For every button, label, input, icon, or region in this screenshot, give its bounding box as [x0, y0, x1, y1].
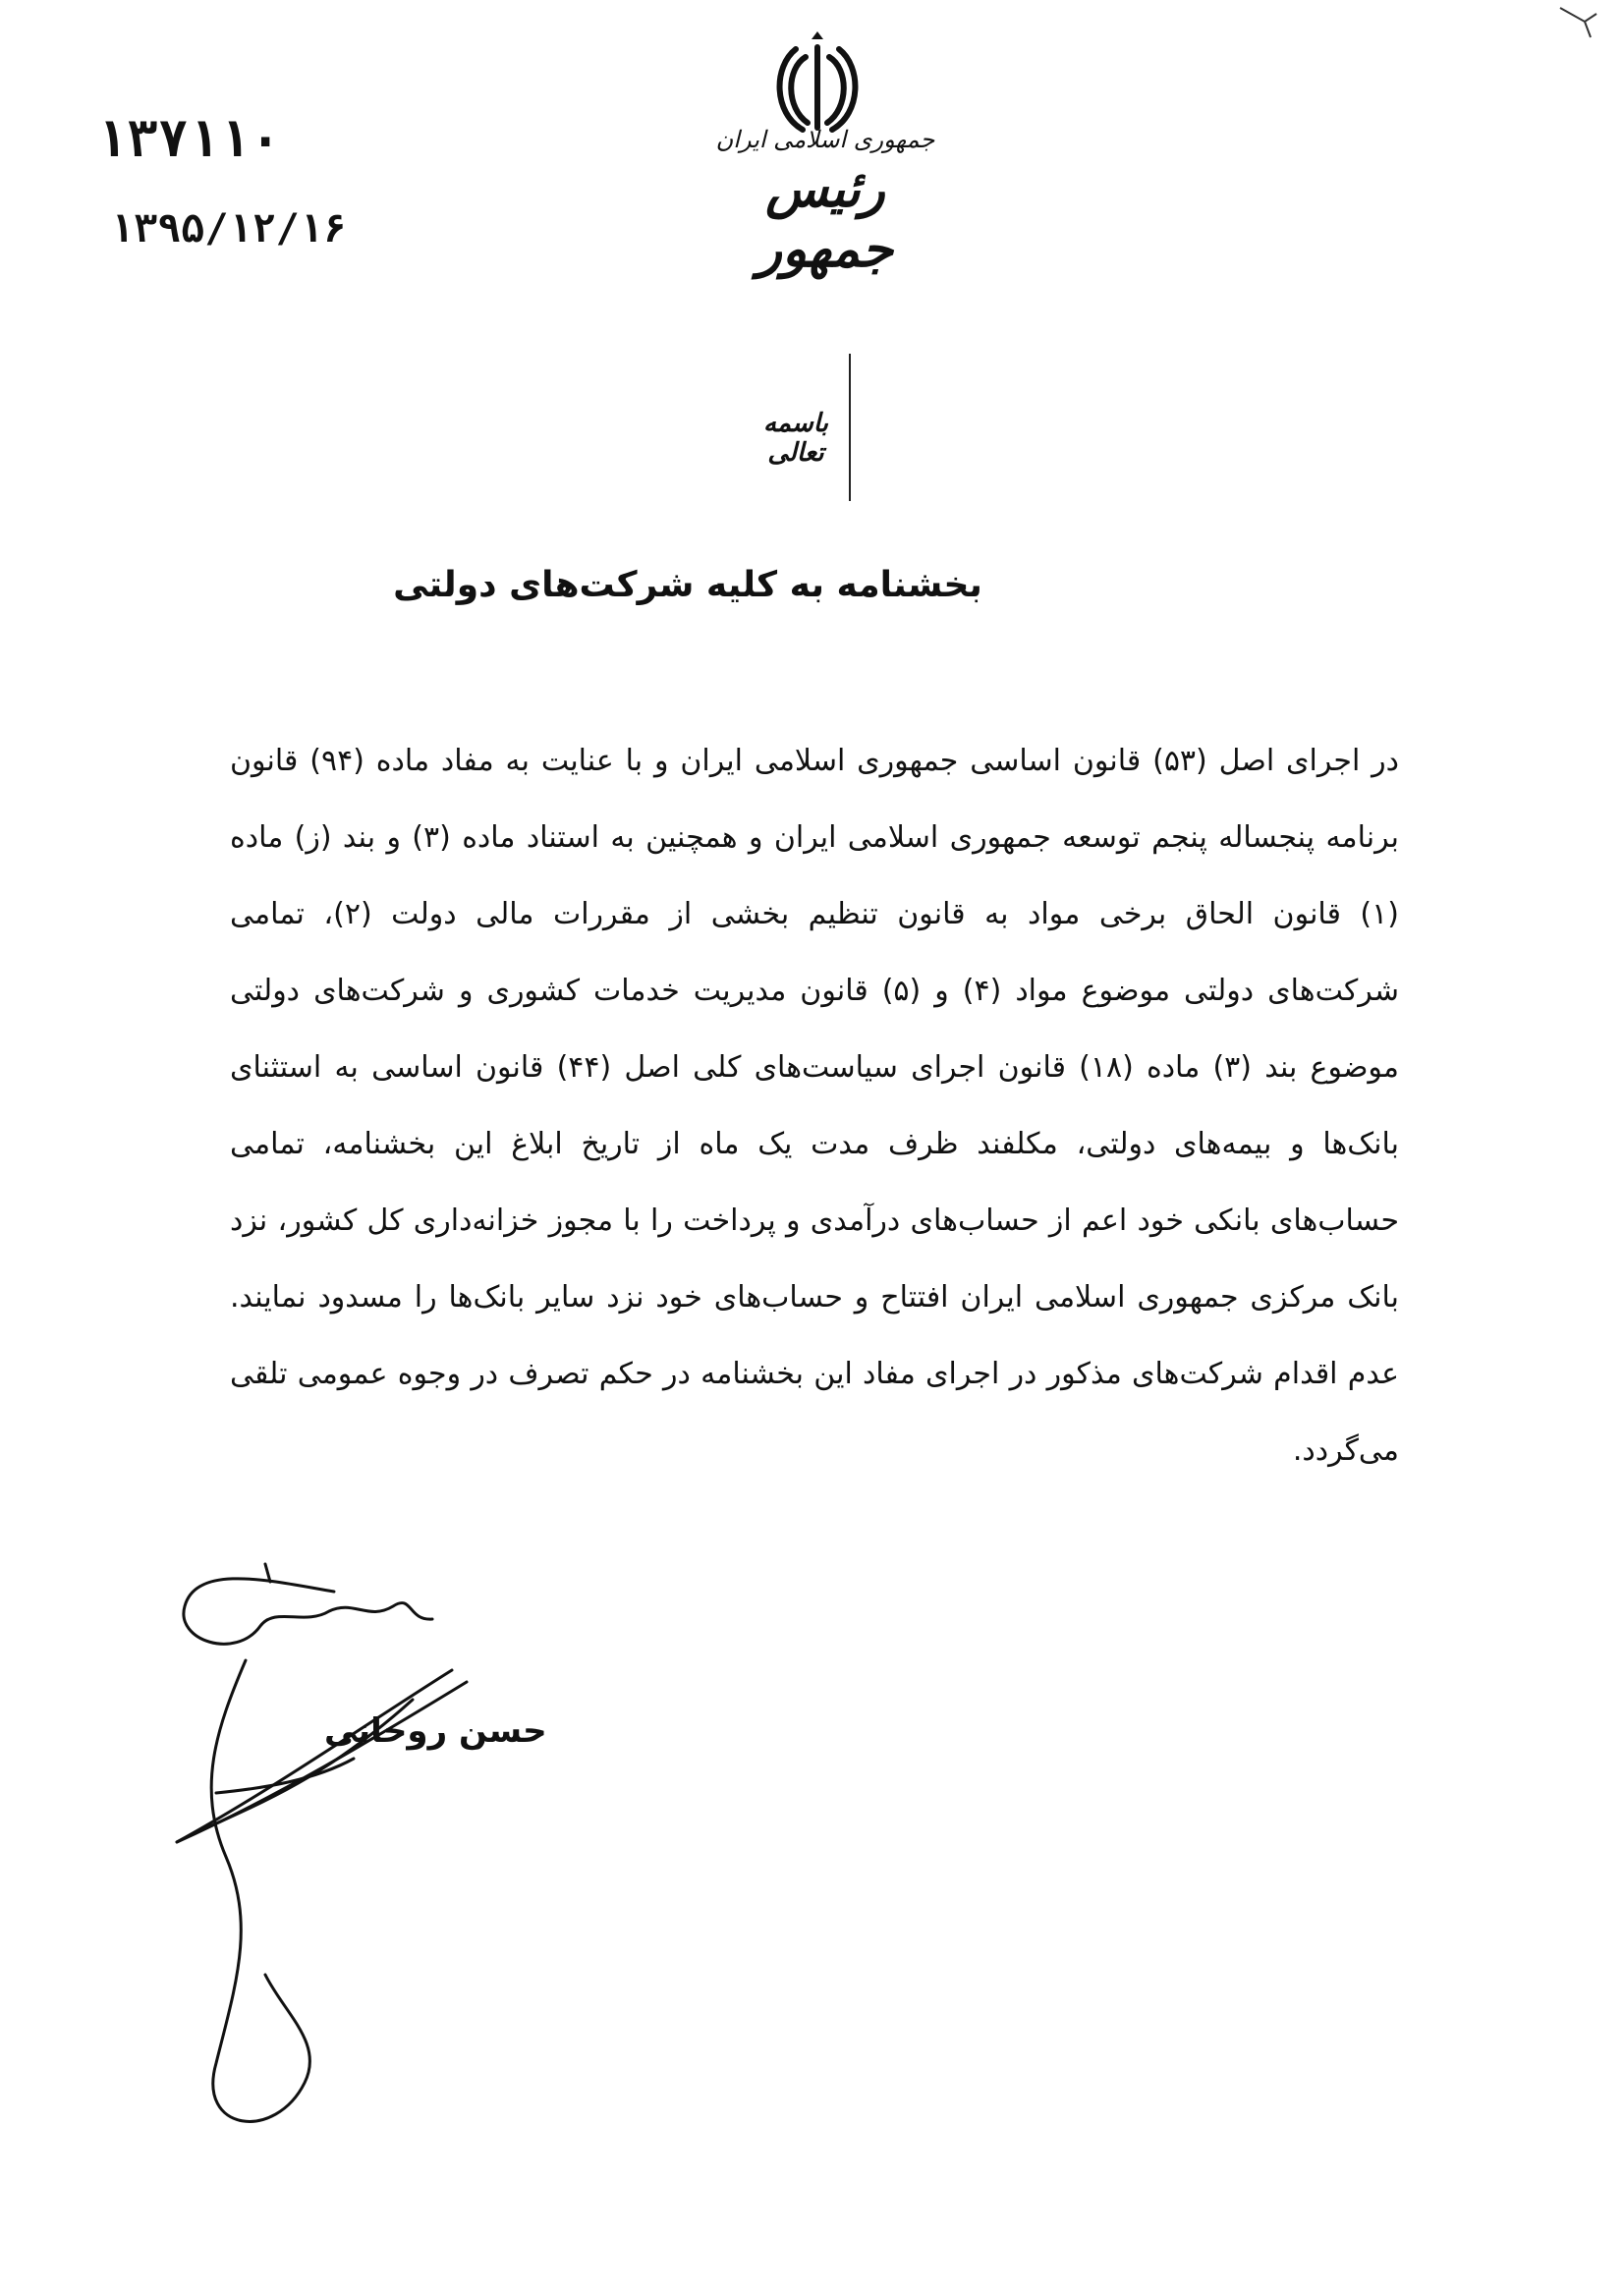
- invocation-divider: [849, 354, 851, 501]
- signer-name: حسن روحانی: [324, 1711, 547, 1751]
- iran-emblem-icon: [768, 29, 867, 138]
- letterhead: [707, 126, 943, 279]
- handwritten-signature: [157, 1552, 707, 2161]
- invocation: باسمه تعالی: [763, 409, 828, 468]
- letter-number: ۱۳۷۱۱۰: [96, 110, 281, 169]
- letter-date: ۱۳۹۵/۱۲/۱۶: [110, 206, 347, 252]
- letter-title: بخشنامه به کلیه شرکت‌های دولتی: [393, 565, 982, 605]
- scan-artifact: [1555, 0, 1614, 39]
- letterhead-country: جمهوری اسلامی ایران: [715, 126, 935, 153]
- letterhead-office: رئیس جمهور: [756, 159, 894, 279]
- letter-body: در اجرای اصل (۵۳) قانون اساسی جمهوری اسلامی ایران و با عنایت به مفاد ماده (۹۴) قانون برنامه پنجساله پنجم توسعه جمهوری اسلامی ایران و همچنین به استناد ماده (۳) و بند (ز) ماده (۱) قانون الحاق برخی مواد به قانون تنظیم بخشی از مقررات مالی دولت (۲)، تمامی شرکت‌های دولتی موضوع مواد (۴) و (۵) قانون مدیریت خدمات کشوری و شرکت‌های دولتی موضوع بند (۳) ماده (۱۸) قانون اجرای سیاست‌های کلی اصل (۴۴) قانون اساسی به استثنای بانک‌ها و بیمه‌های دولتی، مکلفند ظرف مدت یک ماه از تاریخ ابلاغ این بخشنامه، تمامی حساب‌های بانکی خود اعم از حساب‌های درآمدی و پرداخت را با مجوز خزانه‌داری کل کشور، نزد بانک مرکزی جمهوری اسلامی ایران افتتاح و حساب‌های خود نزد سایر بانک‌ها را مسدود نمایند. عدم اقدام شرکت‌های مذکور در اجرای مفاد این بخشنامه در حکم تصرف در وجوه عمومی تلقی می‌گردد.: [230, 744, 1400, 1468]
